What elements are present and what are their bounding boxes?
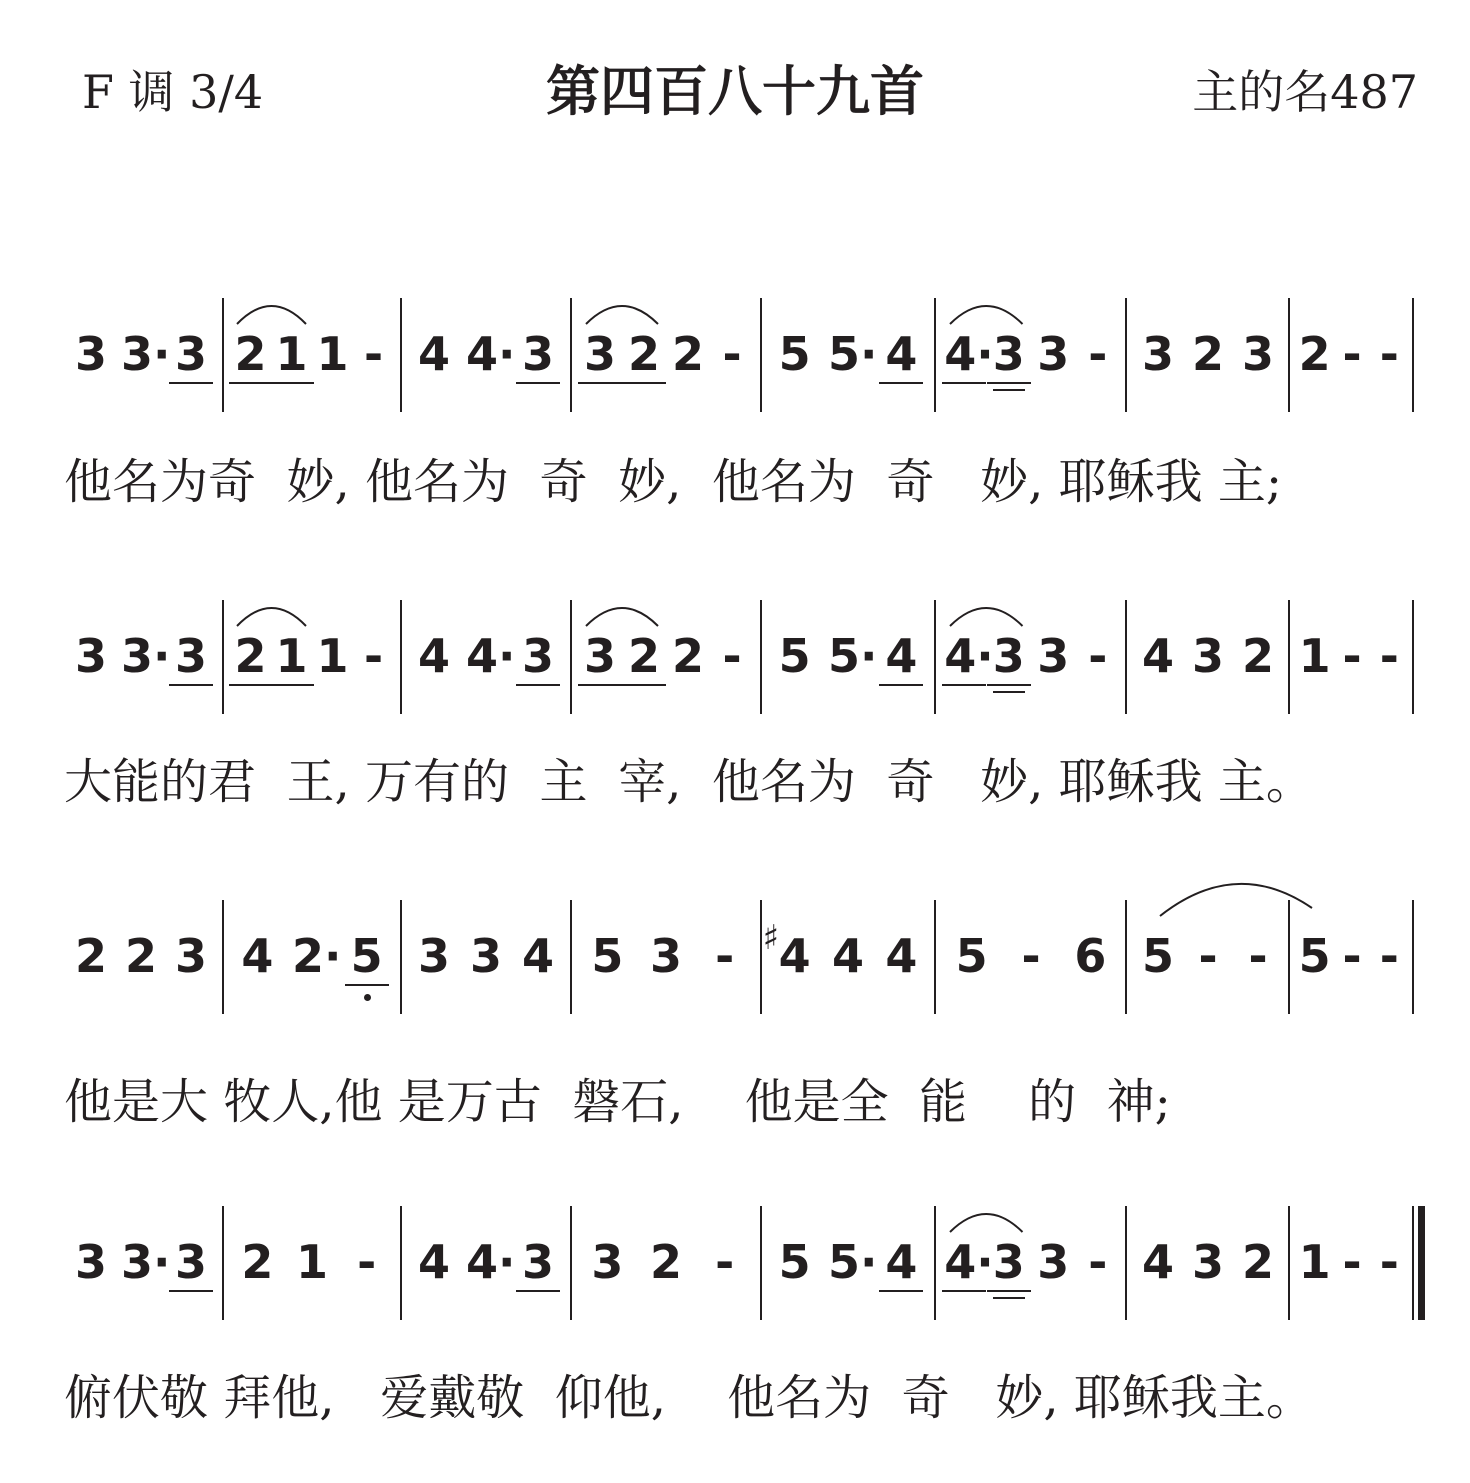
barline	[1125, 298, 1127, 412]
lyric-line: 他名为奇 妙, 他名为 奇 妙, 他名为 奇 妙, 耶稣我 主;	[64, 454, 1283, 510]
note: 2	[1241, 1235, 1274, 1289]
measure	[942, 1206, 1120, 1326]
measure	[578, 900, 754, 1020]
dash-extension: -	[1379, 929, 1399, 983]
barline	[1288, 298, 1290, 412]
measure	[230, 1206, 394, 1326]
barline	[222, 900, 224, 1014]
barline	[934, 900, 936, 1014]
eighth-underline	[987, 382, 1031, 384]
measure	[768, 1206, 928, 1326]
dash-extension: -	[722, 629, 742, 683]
note: 3	[74, 1235, 107, 1289]
slur-arc	[950, 604, 1023, 628]
note: 4	[241, 929, 274, 983]
note: 4	[885, 1235, 918, 1289]
measure	[408, 1206, 564, 1326]
hymn-reference: 主的名487	[1192, 65, 1418, 119]
final-barline	[1418, 1206, 1425, 1320]
eighth-underline	[270, 684, 314, 686]
note: 2	[124, 929, 157, 983]
barline	[400, 298, 402, 412]
note: 2	[627, 327, 660, 381]
barline	[400, 900, 402, 1014]
barline	[1125, 600, 1127, 714]
note: 2	[234, 327, 267, 381]
dash-extension: -	[1342, 629, 1362, 683]
note: 1	[295, 1235, 328, 1289]
note: 3	[649, 929, 682, 983]
barline	[1288, 1206, 1290, 1320]
eighth-underline	[345, 984, 389, 986]
dash-extension: -	[1021, 929, 1041, 983]
eighth-underline	[987, 684, 1031, 686]
dash-extension: -	[1248, 929, 1268, 983]
dash-extension: -	[1379, 1235, 1399, 1289]
barline	[222, 600, 224, 714]
note: 2·	[292, 929, 342, 983]
barline	[570, 600, 572, 714]
note: 2	[241, 1235, 274, 1289]
dash-extension: -	[715, 1235, 735, 1289]
note: 2	[627, 629, 660, 683]
eighth-underline	[578, 382, 622, 384]
note: 4·	[944, 327, 994, 381]
barline	[400, 1206, 402, 1320]
dash-extension: -	[1342, 327, 1362, 381]
dash-extension: -	[1342, 929, 1362, 983]
note: 2	[649, 1235, 682, 1289]
note: 4	[831, 929, 864, 983]
eighth-underline	[169, 684, 213, 686]
note: 3	[583, 327, 616, 381]
eighth-underline	[622, 382, 666, 384]
lyric-line: 俯伏敬 拜他, 爱戴敬 仰他, 他名为 奇 妙, 耶稣我主。	[64, 1370, 1314, 1426]
barline	[1288, 600, 1290, 714]
dash-extension: -	[1342, 1235, 1362, 1289]
note: 3	[1241, 327, 1274, 381]
measure	[762, 900, 928, 1020]
dash-extension: -	[715, 929, 735, 983]
note: 4	[885, 629, 918, 683]
barline	[1412, 298, 1414, 412]
barline	[1412, 900, 1414, 1014]
measure	[942, 600, 1120, 720]
sixteenth-underline	[993, 389, 1025, 391]
note: 3	[174, 327, 207, 381]
note: 3	[1037, 1235, 1070, 1289]
eighth-underline	[578, 684, 622, 686]
note: 2	[671, 629, 704, 683]
hymn-title: 第四百八十九首	[546, 60, 924, 123]
note: 4	[417, 1235, 450, 1289]
barline	[570, 298, 572, 412]
note: 3	[521, 1235, 554, 1289]
sharp-sign: ♯	[762, 918, 780, 958]
slur-arc	[237, 604, 306, 628]
note: 3	[469, 929, 502, 983]
note: 5	[350, 929, 383, 983]
note: 5	[1141, 929, 1174, 983]
eighth-underline	[229, 382, 273, 384]
eighth-underline	[879, 1290, 923, 1292]
sixteenth-underline	[993, 691, 1025, 693]
measure	[230, 298, 394, 418]
eighth-underline	[942, 684, 986, 686]
eighth-underline	[169, 1290, 213, 1292]
note: 3	[591, 1235, 624, 1289]
note: 3	[174, 929, 207, 983]
measure	[1296, 900, 1408, 1020]
note: 4·	[466, 629, 516, 683]
note: 5·	[828, 629, 878, 683]
lyric-line: 大能的君 王, 万有的 主 宰, 他名为 奇 妙, 耶稣我 主。	[64, 754, 1314, 810]
note: 4·	[466, 1235, 516, 1289]
dash-extension: -	[1379, 629, 1399, 683]
note: 3	[1191, 629, 1224, 683]
barline	[760, 1206, 762, 1320]
measure	[942, 900, 1120, 1020]
note: 4	[417, 629, 450, 683]
note: 5	[778, 1235, 811, 1289]
eighth-underline	[516, 382, 560, 384]
note: 2	[1298, 327, 1331, 381]
note: 5·	[828, 1235, 878, 1289]
measure	[66, 1206, 216, 1326]
barline	[1412, 1206, 1414, 1320]
barline	[934, 600, 936, 714]
slur-arc	[950, 302, 1023, 326]
measure	[578, 298, 754, 418]
note: 4	[885, 929, 918, 983]
measure	[408, 600, 564, 720]
eighth-underline	[879, 684, 923, 686]
barline	[222, 298, 224, 412]
note: 3	[74, 327, 107, 381]
barline	[222, 1206, 224, 1320]
note: 5	[1298, 929, 1331, 983]
eighth-underline	[942, 1290, 986, 1292]
barline	[934, 298, 936, 412]
measure	[66, 600, 216, 720]
measure	[230, 900, 394, 1020]
note: 1	[275, 327, 308, 381]
note: 4	[885, 327, 918, 381]
note: 3	[1037, 327, 1070, 381]
eighth-underline	[987, 1290, 1031, 1292]
dash-extension: -	[363, 327, 384, 381]
note: 3	[992, 1235, 1025, 1289]
eighth-underline	[879, 382, 923, 384]
note: 3	[521, 629, 554, 683]
note: 3	[174, 629, 207, 683]
key-signature: F 调 3/4	[82, 65, 264, 119]
lyric-line: 他是大 牧人,他 是万古 磐石, 他是全 能 的 神;	[64, 1074, 1171, 1130]
measure	[1296, 1206, 1408, 1326]
note: 5	[778, 629, 811, 683]
note: 1	[316, 327, 349, 381]
measure	[768, 600, 928, 720]
note: 2	[671, 327, 704, 381]
barline	[400, 600, 402, 714]
note: 6	[1074, 929, 1107, 983]
note: 3	[417, 929, 450, 983]
dash-extension: -	[722, 327, 742, 381]
eighth-underline	[516, 1290, 560, 1292]
barline	[1125, 1206, 1127, 1320]
note: 3	[174, 1235, 207, 1289]
note: 4·	[944, 629, 994, 683]
note: 3	[521, 327, 554, 381]
measure	[408, 900, 564, 1020]
eighth-underline	[516, 684, 560, 686]
dash-extension: -	[357, 1235, 377, 1289]
low-octave-dot	[364, 994, 371, 1001]
note: 2	[74, 929, 107, 983]
sixteenth-underline	[993, 1297, 1025, 1299]
dash-extension: -	[1088, 327, 1108, 381]
measure	[1133, 600, 1283, 720]
eighth-underline	[942, 382, 986, 384]
eighth-underline	[169, 382, 213, 384]
eighth-underline	[229, 684, 273, 686]
dash-extension: -	[1088, 1235, 1108, 1289]
note: 3	[1191, 1235, 1224, 1289]
eighth-underline	[622, 684, 666, 686]
note: 1	[1298, 629, 1331, 683]
note: 3	[992, 629, 1025, 683]
note: 4	[521, 929, 554, 983]
tie-arc	[1160, 878, 1320, 918]
note: 5	[955, 929, 988, 983]
barline	[570, 900, 572, 1014]
music-line	[0, 298, 1470, 418]
note: 5	[591, 929, 624, 983]
measure	[1133, 900, 1283, 1020]
measure	[1133, 298, 1283, 418]
dash-extension: -	[1088, 629, 1108, 683]
barline	[1412, 600, 1414, 714]
note: 4	[1141, 1235, 1174, 1289]
note: 1	[275, 629, 308, 683]
note: 5·	[828, 327, 878, 381]
measure	[1296, 298, 1408, 418]
measure	[768, 298, 928, 418]
music-line	[0, 1206, 1470, 1326]
note: 4	[417, 327, 450, 381]
note: 1	[316, 629, 349, 683]
note: 2	[1191, 327, 1224, 381]
measure	[578, 600, 754, 720]
dash-extension: -	[1379, 327, 1399, 381]
slur-arc	[586, 302, 658, 326]
note: 4·	[944, 1235, 994, 1289]
note: 4	[778, 929, 811, 983]
note: 3	[992, 327, 1025, 381]
measure	[578, 1206, 754, 1326]
measure	[66, 900, 216, 1020]
note: 4	[1141, 629, 1174, 683]
note: 5	[778, 327, 811, 381]
music-line	[0, 900, 1470, 1020]
note: 3	[1037, 629, 1070, 683]
note: 1	[1298, 1235, 1331, 1289]
measure	[408, 298, 564, 418]
music-line	[0, 600, 1470, 720]
note: 2	[234, 629, 267, 683]
note: 3·	[121, 327, 171, 381]
barline	[570, 1206, 572, 1320]
barline	[760, 600, 762, 714]
slur-arc	[950, 1210, 1023, 1234]
measure	[66, 298, 216, 418]
dash-extension: -	[363, 629, 384, 683]
note: 3	[1141, 327, 1174, 381]
barline	[760, 298, 762, 412]
measure	[1133, 1206, 1283, 1326]
eighth-underline	[270, 382, 314, 384]
measure	[1296, 600, 1408, 720]
note: 2	[1241, 629, 1274, 683]
note: 3	[583, 629, 616, 683]
note: 3·	[121, 1235, 171, 1289]
slur-arc	[586, 604, 658, 628]
dash-extension: -	[1198, 929, 1218, 983]
slur-arc	[237, 302, 306, 326]
barline	[1125, 900, 1127, 1014]
note: 4·	[466, 327, 516, 381]
barline	[934, 1206, 936, 1320]
note: 3	[74, 629, 107, 683]
measure	[942, 298, 1120, 418]
note: 3·	[121, 629, 171, 683]
measure	[230, 600, 394, 720]
